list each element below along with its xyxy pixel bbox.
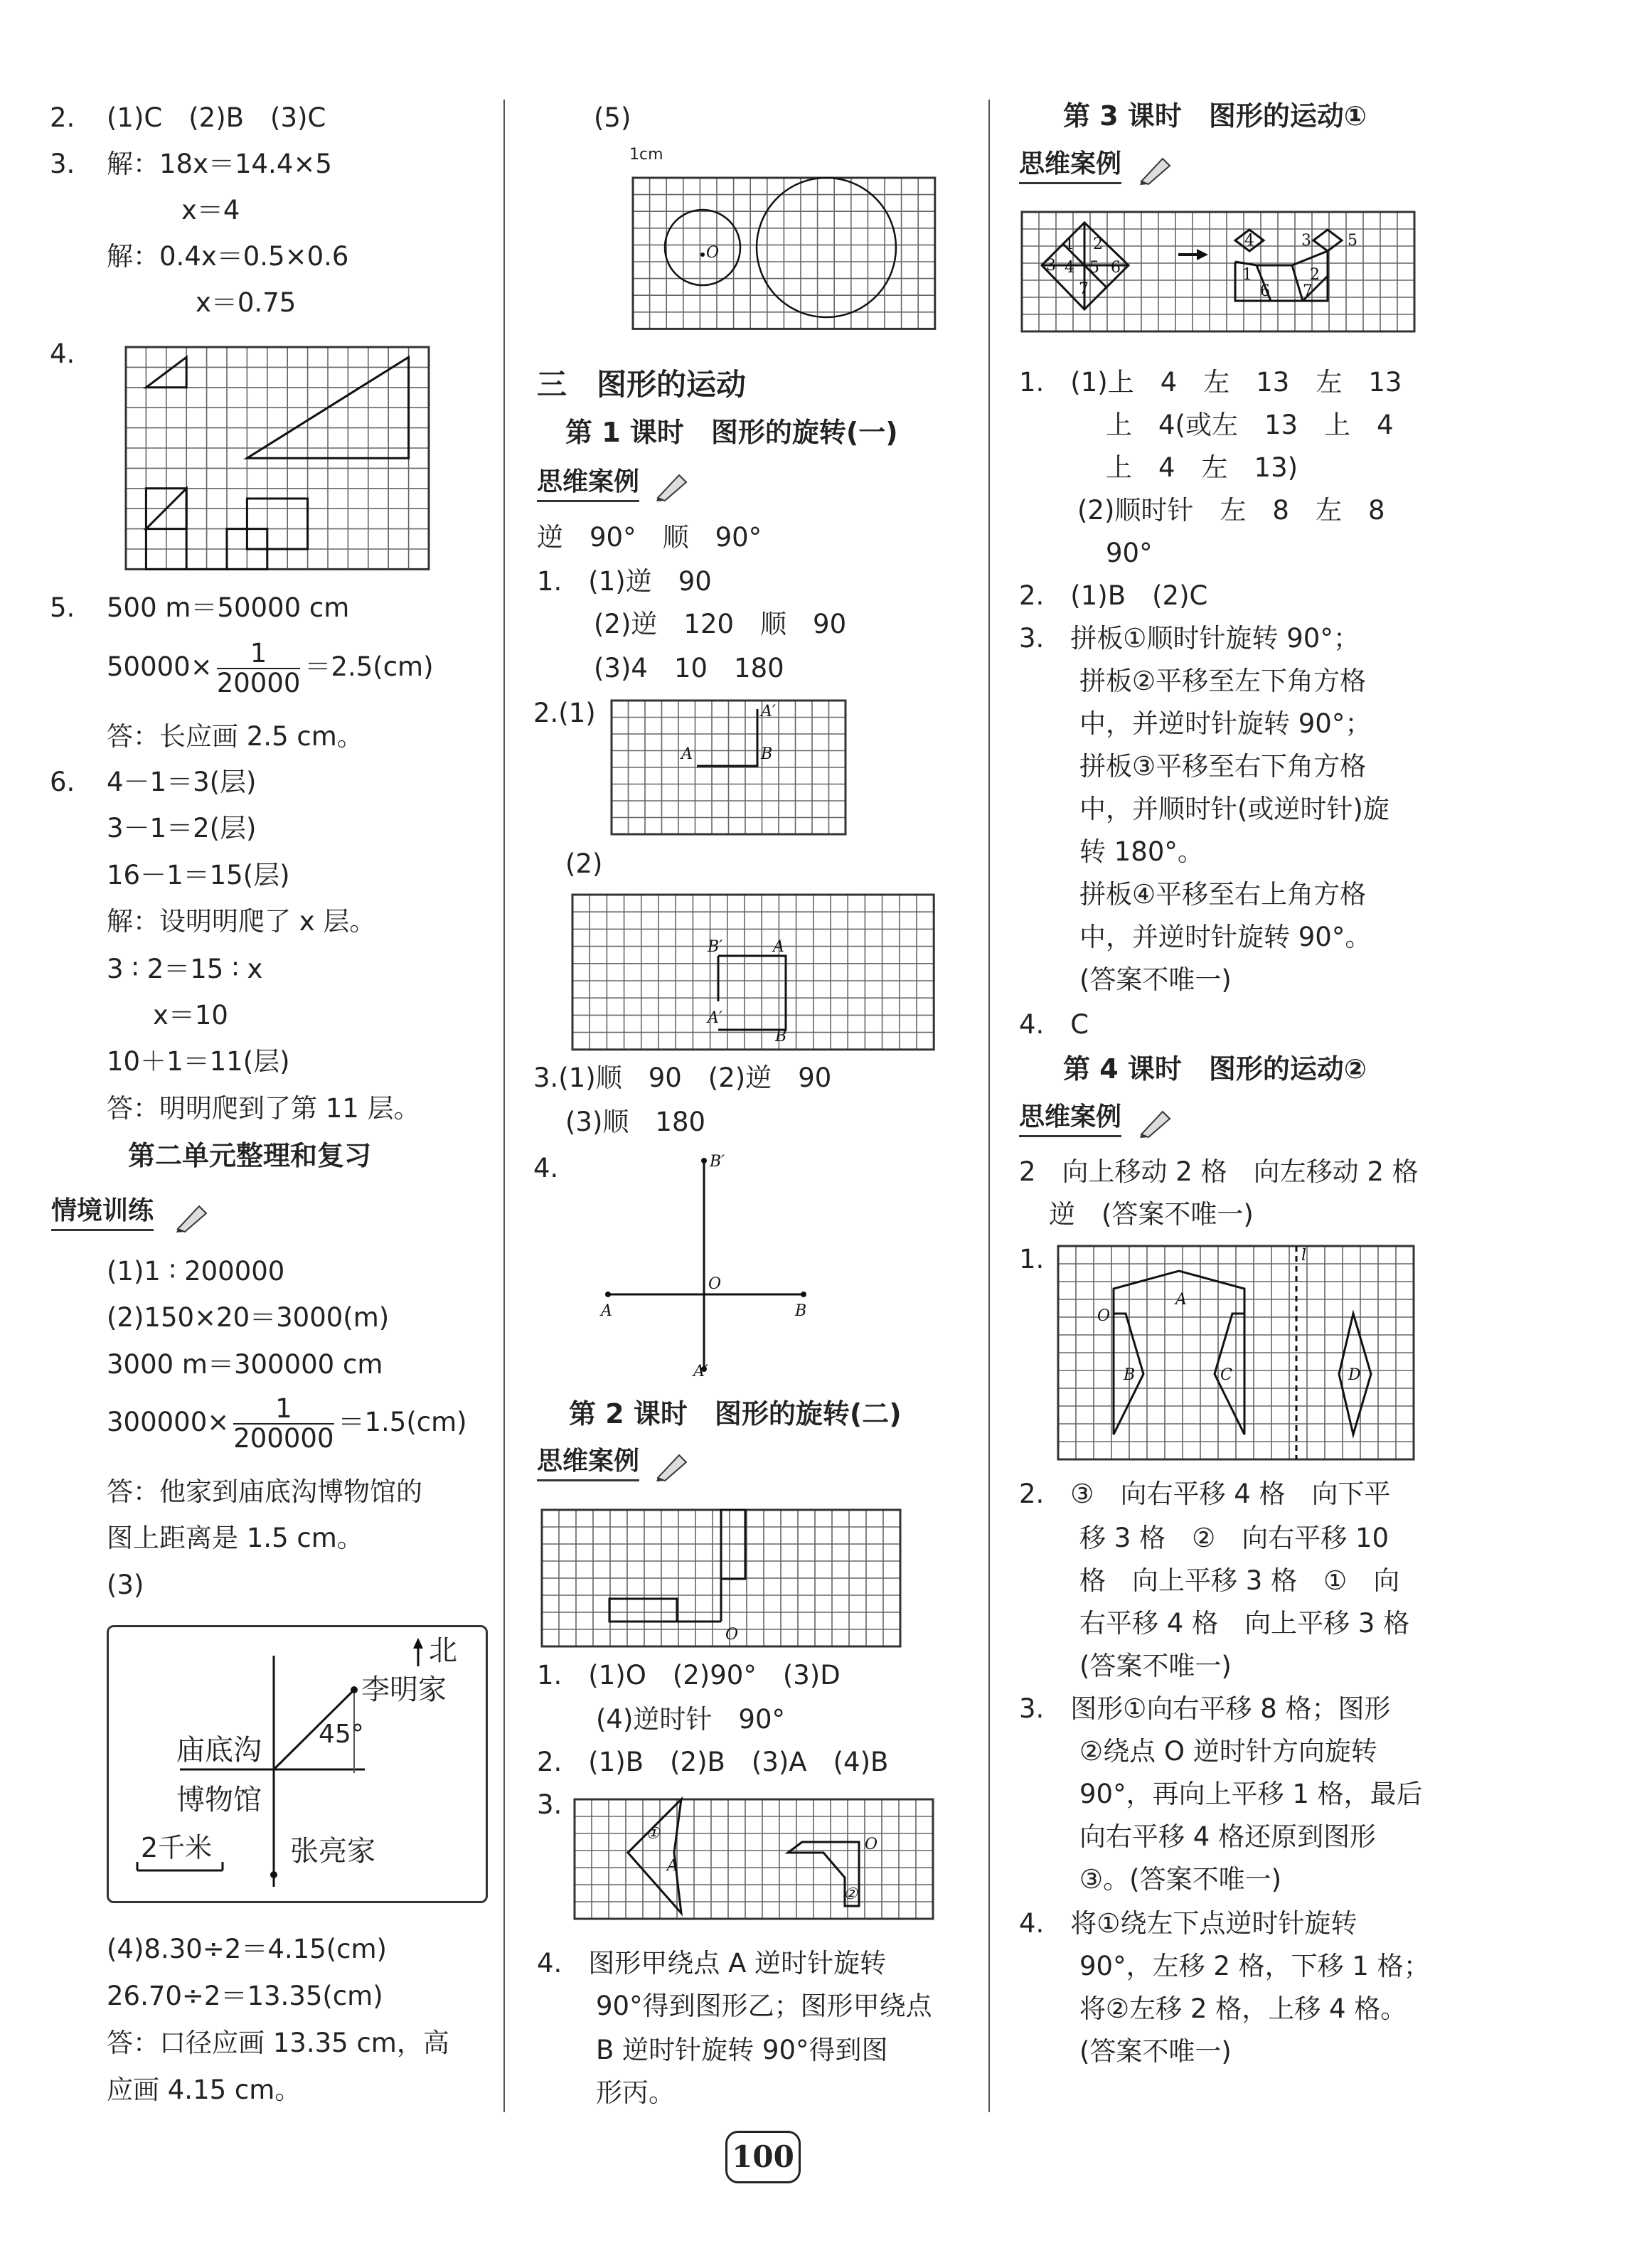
situation-training-tag: 情境训练 bbox=[51, 1195, 154, 1231]
q3-number: 3. bbox=[50, 149, 75, 179]
tan-4: 4 bbox=[1065, 259, 1074, 277]
q6-line8: 答：明明爬到了第 11 层。 bbox=[107, 1093, 420, 1124]
lesson4-title: 第 4 课时 图形的运动② bbox=[1063, 1053, 1367, 1085]
pencil-icon bbox=[654, 469, 690, 501]
tanr-4: 4 bbox=[1244, 232, 1254, 250]
b3-line2: ②绕点 O 逆时针方向旋转 bbox=[1079, 1736, 1377, 1767]
label-A: A bbox=[681, 745, 693, 763]
m4-line1: 4. 图形甲绕点 A 逆时针旋转 bbox=[537, 1948, 887, 1979]
lesson1-title: 第 1 课时 图形的旋转(一) bbox=[565, 417, 898, 448]
grid-border bbox=[575, 1799, 933, 1919]
thinking-case-tag-1: 思维案例 bbox=[537, 466, 639, 502]
b4-line3: 将②左移 2 格，上移 4 格。 bbox=[1079, 1993, 1407, 2024]
q4-number: 4. bbox=[50, 339, 75, 369]
a3-line8: 中，并逆时针旋转 90°。 bbox=[1079, 922, 1372, 952]
q3-line3: 解：0.4x＝0.5×0.6 bbox=[107, 241, 349, 272]
rotation-case-grid bbox=[542, 1510, 901, 1645]
q5-frac-num: 1 bbox=[217, 639, 301, 669]
q6-number: 6. bbox=[50, 767, 75, 797]
b1-label: 1. bbox=[1019, 1244, 1045, 1274]
q5-number: 5. bbox=[50, 592, 75, 623]
m1-answer-a: 1. (1)O (2)90° (3)D bbox=[537, 1660, 841, 1691]
l3-answer-b: (3)顺 180 bbox=[565, 1107, 706, 1137]
m1-answer-b: (4)逆时针 90° bbox=[596, 1704, 785, 1735]
m2-answer: 2. (1)B (2)B (3)A (4)B bbox=[537, 1747, 889, 1777]
l1-answer-b: (2)逆 120 顺 90 bbox=[594, 609, 847, 639]
a3-line9: (答案不唯一) bbox=[1079, 964, 1232, 995]
map-museum-label1: 庙底沟 bbox=[176, 1734, 262, 1767]
a1-line1: 1. (1)上 4 左 13 左 13 bbox=[1019, 367, 1402, 398]
axis-label-O: O bbox=[708, 1275, 722, 1293]
a3-line2: 拼板②平移至左下角方格 bbox=[1079, 666, 1367, 696]
b2-line2: 移 3 格 ② 向右平移 10 bbox=[1079, 1523, 1389, 1553]
tanr-7: 7 bbox=[1303, 282, 1313, 300]
b2-line5: (答案不唯一) bbox=[1079, 1651, 1232, 1681]
symmetry-grid-figure bbox=[1058, 1246, 1417, 1459]
q3-line4: x＝0.75 bbox=[196, 287, 297, 318]
b0-line2: 逆 (答案不唯一) bbox=[1049, 1199, 1254, 1230]
a1-line3: 上 4 左 13) bbox=[1106, 452, 1298, 483]
a3-line5: 中，并顺时针(或逆时针)旋 bbox=[1079, 794, 1389, 824]
a1-line5: 90° bbox=[1106, 538, 1153, 568]
thinking-case-tag-2: 思维案例 bbox=[537, 1445, 639, 1481]
pencil-icon bbox=[174, 1200, 210, 1233]
label-B: B bbox=[761, 745, 773, 763]
axis-label-A-prime: A′ bbox=[693, 1363, 708, 1380]
q4-grid-figure bbox=[126, 347, 429, 568]
grid-border bbox=[1022, 212, 1414, 331]
l3-answer-a: 3.(1)顺 90 (2)逆 90 bbox=[533, 1063, 832, 1093]
a3-line4: 拼板③平移至右下角方格 bbox=[1079, 751, 1367, 782]
m4-line3: B 逆时针旋转 90°得到图 bbox=[596, 2035, 888, 2065]
situation-line9: 26.70÷2＝13.35(cm) bbox=[107, 1981, 383, 2011]
tanr-6: 6 bbox=[1260, 282, 1270, 300]
situation-line3: 3000 m＝300000 cm bbox=[107, 1349, 383, 1380]
q5-line2-left: 50000× bbox=[107, 651, 213, 682]
map-museum-label2: 博物馆 bbox=[176, 1784, 262, 1816]
q5-frac-den: 20000 bbox=[216, 667, 301, 698]
situation-line11: 应画 4.15 cm。 bbox=[107, 2075, 302, 2105]
situation-line7: (3) bbox=[107, 1570, 144, 1600]
cm-label: 1cm bbox=[629, 146, 663, 164]
a2-answer: 2. (1)B (2)C bbox=[1019, 580, 1208, 611]
m4-line2: 90°得到图形乙；图形甲绕点 bbox=[596, 1991, 932, 2021]
s4-frac-den: 200000 bbox=[233, 1422, 334, 1454]
sym-label-C: C bbox=[1220, 1366, 1232, 1384]
thinking-case-tag-3: 思维案例 bbox=[1019, 148, 1121, 184]
q5-label: (5) bbox=[594, 102, 631, 133]
map-li-home-label: 李明家 bbox=[361, 1673, 447, 1706]
column-divider-1 bbox=[503, 100, 505, 2112]
tan-2: 2 bbox=[1093, 235, 1103, 253]
sym-label-l: l bbox=[1301, 1247, 1307, 1265]
circles-grid-figure bbox=[633, 178, 936, 338]
rotation-shapes-grid bbox=[575, 1799, 934, 1927]
tanr-3: 3 bbox=[1301, 232, 1311, 250]
a3-line7: 拼板④平移至右上角方格 bbox=[1079, 879, 1367, 910]
pencil-icon bbox=[1138, 153, 1173, 185]
l2b-label: (2) bbox=[565, 848, 603, 879]
situation-line6: 图上距离是 1.5 cm。 bbox=[107, 1523, 363, 1553]
q3-line1: 解：18x＝14.4×5 bbox=[107, 149, 332, 179]
axis-label-A: A bbox=[601, 1302, 612, 1320]
tan-1: 1 bbox=[1065, 235, 1074, 253]
axis-label-B: B bbox=[795, 1302, 807, 1320]
b0-line1: 2 向上移动 2 格 向左移动 2 格 bbox=[1019, 1156, 1419, 1187]
small-rect bbox=[247, 499, 307, 549]
circle-center-label: O bbox=[706, 244, 720, 262]
b3-line5: ③。(答案不唯一) bbox=[1079, 1864, 1282, 1895]
l1-answer-a: 1. (1)逆 90 bbox=[537, 566, 712, 597]
unit3-title: 三 图形的运动 bbox=[537, 367, 747, 402]
q2-answer: (1)C (2)B (3)C bbox=[107, 102, 326, 133]
pencil-icon bbox=[1138, 1106, 1173, 1138]
tanr-5: 5 bbox=[1348, 232, 1357, 250]
situation-line1: (1)1 ∶ 200000 bbox=[107, 1256, 285, 1287]
map-scale-label: 2千米 bbox=[141, 1832, 213, 1863]
case1-answer: 逆 90° 顺 90° bbox=[537, 522, 762, 553]
rotation-grid-2 bbox=[572, 895, 935, 1045]
b2-line4: 右平移 4 格 向上平移 3 格 bbox=[1079, 1608, 1410, 1639]
q5-line2 bbox=[107, 639, 434, 698]
situation-line10: 答：口径应画 13.35 cm，高 bbox=[107, 2028, 449, 2058]
q6-line7: 10＋1＝11(层) bbox=[107, 1046, 290, 1077]
shape-label-O: O bbox=[865, 1836, 878, 1853]
a3-line1: 3. 拼板①顺时针旋转 90°； bbox=[1019, 623, 1360, 654]
label-A-prime: A′ bbox=[761, 703, 776, 720]
pencil-icon bbox=[654, 1449, 690, 1481]
map-north-label: 北 bbox=[429, 1634, 457, 1667]
b4-line4: (答案不唯一) bbox=[1079, 2036, 1232, 2067]
rotation-grid-1 bbox=[612, 701, 846, 832]
s4-frac-num: 1 bbox=[233, 1395, 334, 1425]
unit2-review-title: 第二单元整理和复习 bbox=[128, 1140, 372, 1171]
q6-line2: 3－1＝2(层) bbox=[107, 813, 257, 843]
shape-num-1: ① bbox=[646, 1825, 660, 1843]
q2-number: 2. bbox=[50, 102, 75, 133]
q5-fraction bbox=[217, 639, 301, 698]
a1-line4: (2)顺时针 左 8 左 8 bbox=[1077, 495, 1385, 526]
label-B-prime-2: B′ bbox=[708, 938, 723, 956]
map-angle-label: 45° bbox=[319, 1720, 364, 1749]
shape-num-2: ② bbox=[843, 1885, 858, 1903]
tanr-1: 1 bbox=[1242, 266, 1252, 284]
a1-line2: 上 4(或左 13 上 4 bbox=[1106, 410, 1394, 440]
a3-line3: 中，并逆时针旋转 90°； bbox=[1079, 708, 1372, 739]
sym-label-B: B bbox=[1124, 1366, 1136, 1384]
page-number: 100 bbox=[725, 2131, 801, 2183]
q5-line2-right: ＝2.5(cm) bbox=[304, 651, 434, 682]
l2-label: 2.(1) bbox=[533, 698, 596, 728]
b2-line1: 2. ③ 向右平移 4 格 向下平 bbox=[1019, 1479, 1391, 1509]
situation-line4 bbox=[107, 1394, 467, 1453]
tanr-2: 2 bbox=[1310, 266, 1320, 284]
label-B-2: B bbox=[775, 1028, 787, 1045]
l1-answer-c: (3)4 10 180 bbox=[594, 653, 784, 683]
label-A-2: A bbox=[773, 938, 784, 956]
situation-line8: (4)8.30÷2＝4.15(cm) bbox=[107, 1934, 387, 1964]
b4-line2: 90°，左移 2 格，下移 1 格； bbox=[1079, 1951, 1430, 1981]
tan-3: 3 bbox=[1046, 257, 1056, 275]
q6-line1: 4－1＝3(层) bbox=[107, 767, 257, 797]
tangram-grid-figure bbox=[1022, 212, 1415, 347]
s4-left: 300000× bbox=[107, 1407, 230, 1437]
q6-line3: 16－1＝15(层) bbox=[107, 860, 290, 890]
tan-7: 7 bbox=[1079, 280, 1089, 298]
sym-label-A: A bbox=[1175, 1291, 1187, 1309]
tan-5: 5 bbox=[1089, 259, 1099, 277]
sym-label-D: D bbox=[1348, 1366, 1361, 1384]
sym-label-O: O bbox=[1097, 1307, 1111, 1325]
b3-line4: 向右平移 4 格还原到图形 bbox=[1079, 1821, 1377, 1852]
s4-fraction bbox=[233, 1395, 334, 1453]
q6-line4: 解：设明明爬了 x 层。 bbox=[107, 906, 376, 937]
map-figure bbox=[107, 1625, 488, 1903]
lesson3-title: 第 3 课时 图形的运动① bbox=[1063, 100, 1367, 132]
axis-rotation-figure bbox=[597, 1152, 818, 1380]
b4-line1: 4. 将①绕左下点逆时针旋转 bbox=[1019, 1908, 1357, 1939]
axis-label-B-prime: B′ bbox=[710, 1153, 725, 1171]
a4-answer: 4. C bbox=[1019, 1009, 1089, 1040]
q5-line3: 答：长应画 2.5 cm。 bbox=[107, 721, 363, 752]
thinking-case-tag-4: 思维案例 bbox=[1019, 1101, 1121, 1137]
shape-label-A: A bbox=[667, 1857, 678, 1875]
map-zhang-home-label: 张亮家 bbox=[290, 1835, 375, 1868]
situation-line2: (2)150×20＝3000(m) bbox=[107, 1302, 390, 1333]
q5-line1: 500 m＝50000 cm bbox=[107, 592, 350, 623]
q6-line6: x＝10 bbox=[153, 1000, 228, 1031]
grid-border bbox=[572, 895, 934, 1050]
label-A-prime-2: A′ bbox=[708, 1009, 722, 1027]
s4-right: ＝1.5(cm) bbox=[338, 1407, 467, 1437]
b3-line1: 3. 图形①向右平移 8 格；图形 bbox=[1019, 1693, 1391, 1724]
situation-line5: 答：他家到庙底沟博物馆的 bbox=[107, 1476, 422, 1507]
q6-line5: 3 ∶ 2＝15 ∶ x bbox=[107, 954, 263, 984]
tan-6: 6 bbox=[1111, 259, 1121, 277]
b3-line3: 90°，再向上平移 1 格，最后 bbox=[1079, 1779, 1423, 1809]
column-divider-2 bbox=[988, 100, 990, 2112]
case2-label-O: O bbox=[725, 1626, 739, 1644]
lesson2-title: 第 2 课时 图形的旋转(二) bbox=[569, 1398, 902, 1430]
m4-line4: 形丙。 bbox=[596, 2077, 675, 2108]
a3-line6: 转 180°。 bbox=[1079, 836, 1204, 867]
l4-label: 4. bbox=[533, 1153, 559, 1183]
q3-line2: x＝4 bbox=[181, 195, 240, 225]
b2-line3: 格 向上平移 3 格 ① 向 bbox=[1079, 1565, 1400, 1596]
m3-label: 3. bbox=[537, 1789, 562, 1820]
